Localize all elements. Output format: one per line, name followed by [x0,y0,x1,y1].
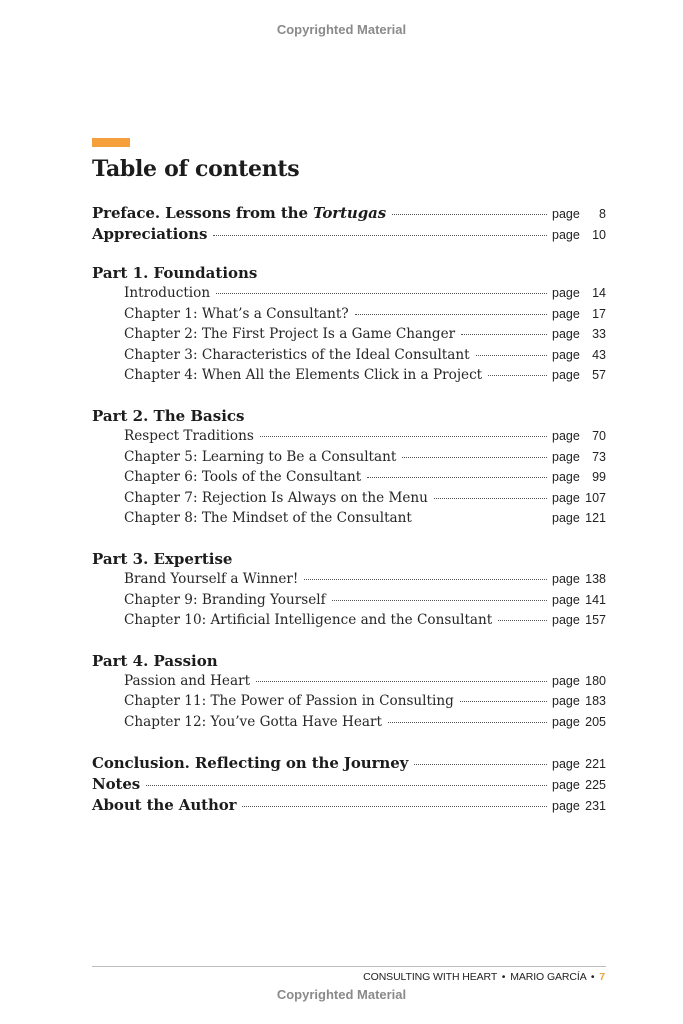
toc-entry[interactable]: Chapter 10: Artificial Intelligence and the Consultant page 157 [124,612,606,629]
toc-entry[interactable]: Introduction page 14 [124,285,606,301]
dot-leader [213,234,547,236]
toc-entry[interactable]: Chapter 7: Rejection Is Always on the Menu page 107 [124,489,606,506]
dot-leader [418,518,547,519]
footer-bullet: • [590,971,595,983]
dot-leader [260,435,547,437]
dot-leader [498,619,547,621]
page-ref: page 205 [552,714,606,729]
page-ref: page 8 [552,207,606,221]
toc-entry[interactable]: Chapter 12: You’ve Gotta Have Heart page 205 [124,713,606,730]
dot-leader [304,578,547,580]
dot-leader [367,476,547,478]
page-ref: page 17 [552,306,606,321]
page-ref: page 138 [552,571,606,586]
dot-leader [332,599,547,601]
dot-leader [488,374,547,376]
copyright-watermark-top: Copyrighted Material [276,22,407,37]
page-ref: page 231 [552,798,606,813]
dot-leader [388,721,547,723]
toc-entry[interactable]: Brand Yourself a Winner! page 138 [124,570,606,587]
toc-entry[interactable]: Respect Traditions page 70 [124,427,606,444]
page-title: Table of contents [92,156,300,182]
toc-entry-about-author[interactable] [92,796,606,817]
toc-entry[interactable]: Chapter 8: The Mindset of the Consultant page 121 [124,510,606,527]
dot-leader [461,333,547,335]
toc-entry-appreciations[interactable] [92,225,606,246]
dot-leader [392,213,547,215]
dot-leader [434,497,547,499]
part-heading-3: Part 3. Expertise [92,549,233,568]
page-ref: page 157 [552,613,606,628]
page-ref: page 107 [552,490,606,505]
toc-entry-label: About the Author [92,795,237,814]
toc-entry[interactable]: Chapter 11: The Power of Passion in Consulting page 183 [124,693,606,710]
toc-entry[interactable]: Chapter 1: What’s a Consultant? page 17 [124,305,606,322]
page-ref: page 121 [552,511,606,526]
page-ref: page 57 [552,368,606,383]
part-heading-2: Part 2. The Basics [92,406,245,425]
toc-entry[interactable]: Chapter 9: Branding Yourself page 141 [124,591,606,608]
page-ref: page 180 [552,673,606,688]
dot-leader [476,354,547,356]
table-of-contents [92,204,606,817]
dot-leader [402,456,547,458]
toc-entry[interactable]: Chapter 4: When All the Elements Click in a Project page 57 [124,367,606,384]
page-ref: page 141 [552,592,606,607]
copyright-watermark-bottom: Copyrighted Material [276,987,407,1002]
toc-entry-label: Conclusion. Reflecting on the Journey [92,753,409,772]
dot-leader [216,292,547,294]
toc-entry-conclusion[interactable] [92,754,606,775]
toc-entry[interactable]: Chapter 6: Tools of the Consultant page 99 [124,469,606,486]
page-ref: page 225 [552,777,606,792]
part-heading-1: Part 1. Foundations [92,264,258,282]
dot-leader [355,313,547,315]
page-ref: page 33 [552,327,606,342]
page-number: 7 [599,971,605,983]
dot-leader [146,784,547,786]
toc-entry-label: Notes [92,774,141,793]
toc-entry-label: Preface. Lessons from the Tortugas [92,204,387,222]
toc-entry[interactable]: Chapter 5: Learning to Be a Consultant page 73 [124,448,606,465]
page-ref: page 10 [552,228,606,242]
page-ref: page 73 [552,449,606,464]
part-heading-4: Part 4. Passion [92,651,218,670]
running-footer [363,971,605,983]
page-ref: page 70 [552,428,606,443]
footer-bullet: • [501,971,506,983]
page-ref: page 99 [552,470,606,485]
footer-author: MARIO GARCÍA [510,971,587,983]
dot-leader [242,805,547,807]
toc-entry[interactable]: Chapter 3: Characteristics of the Ideal Consultant page 43 [124,346,606,363]
dot-leader [460,700,547,702]
toc-entry[interactable]: Chapter 2: The First Project Is a Game Changer page 33 [124,326,606,343]
page-ref: page 183 [552,694,606,709]
toc-entry-preface[interactable] [92,204,606,225]
page-ref: page 14 [552,286,606,300]
toc-entry-notes[interactable] [92,775,606,796]
footer-divider [92,966,606,967]
page-ref: page 221 [552,756,606,771]
footer-book-title: CONSULTING WITH HEART [363,971,497,983]
dot-leader [256,680,547,682]
toc-entry[interactable]: Passion and Heart page 180 [124,672,606,689]
dot-leader [414,763,547,765]
toc-entry-label: Appreciations [92,225,208,243]
page-ref: page 43 [552,347,606,362]
accent-bar [92,138,130,147]
